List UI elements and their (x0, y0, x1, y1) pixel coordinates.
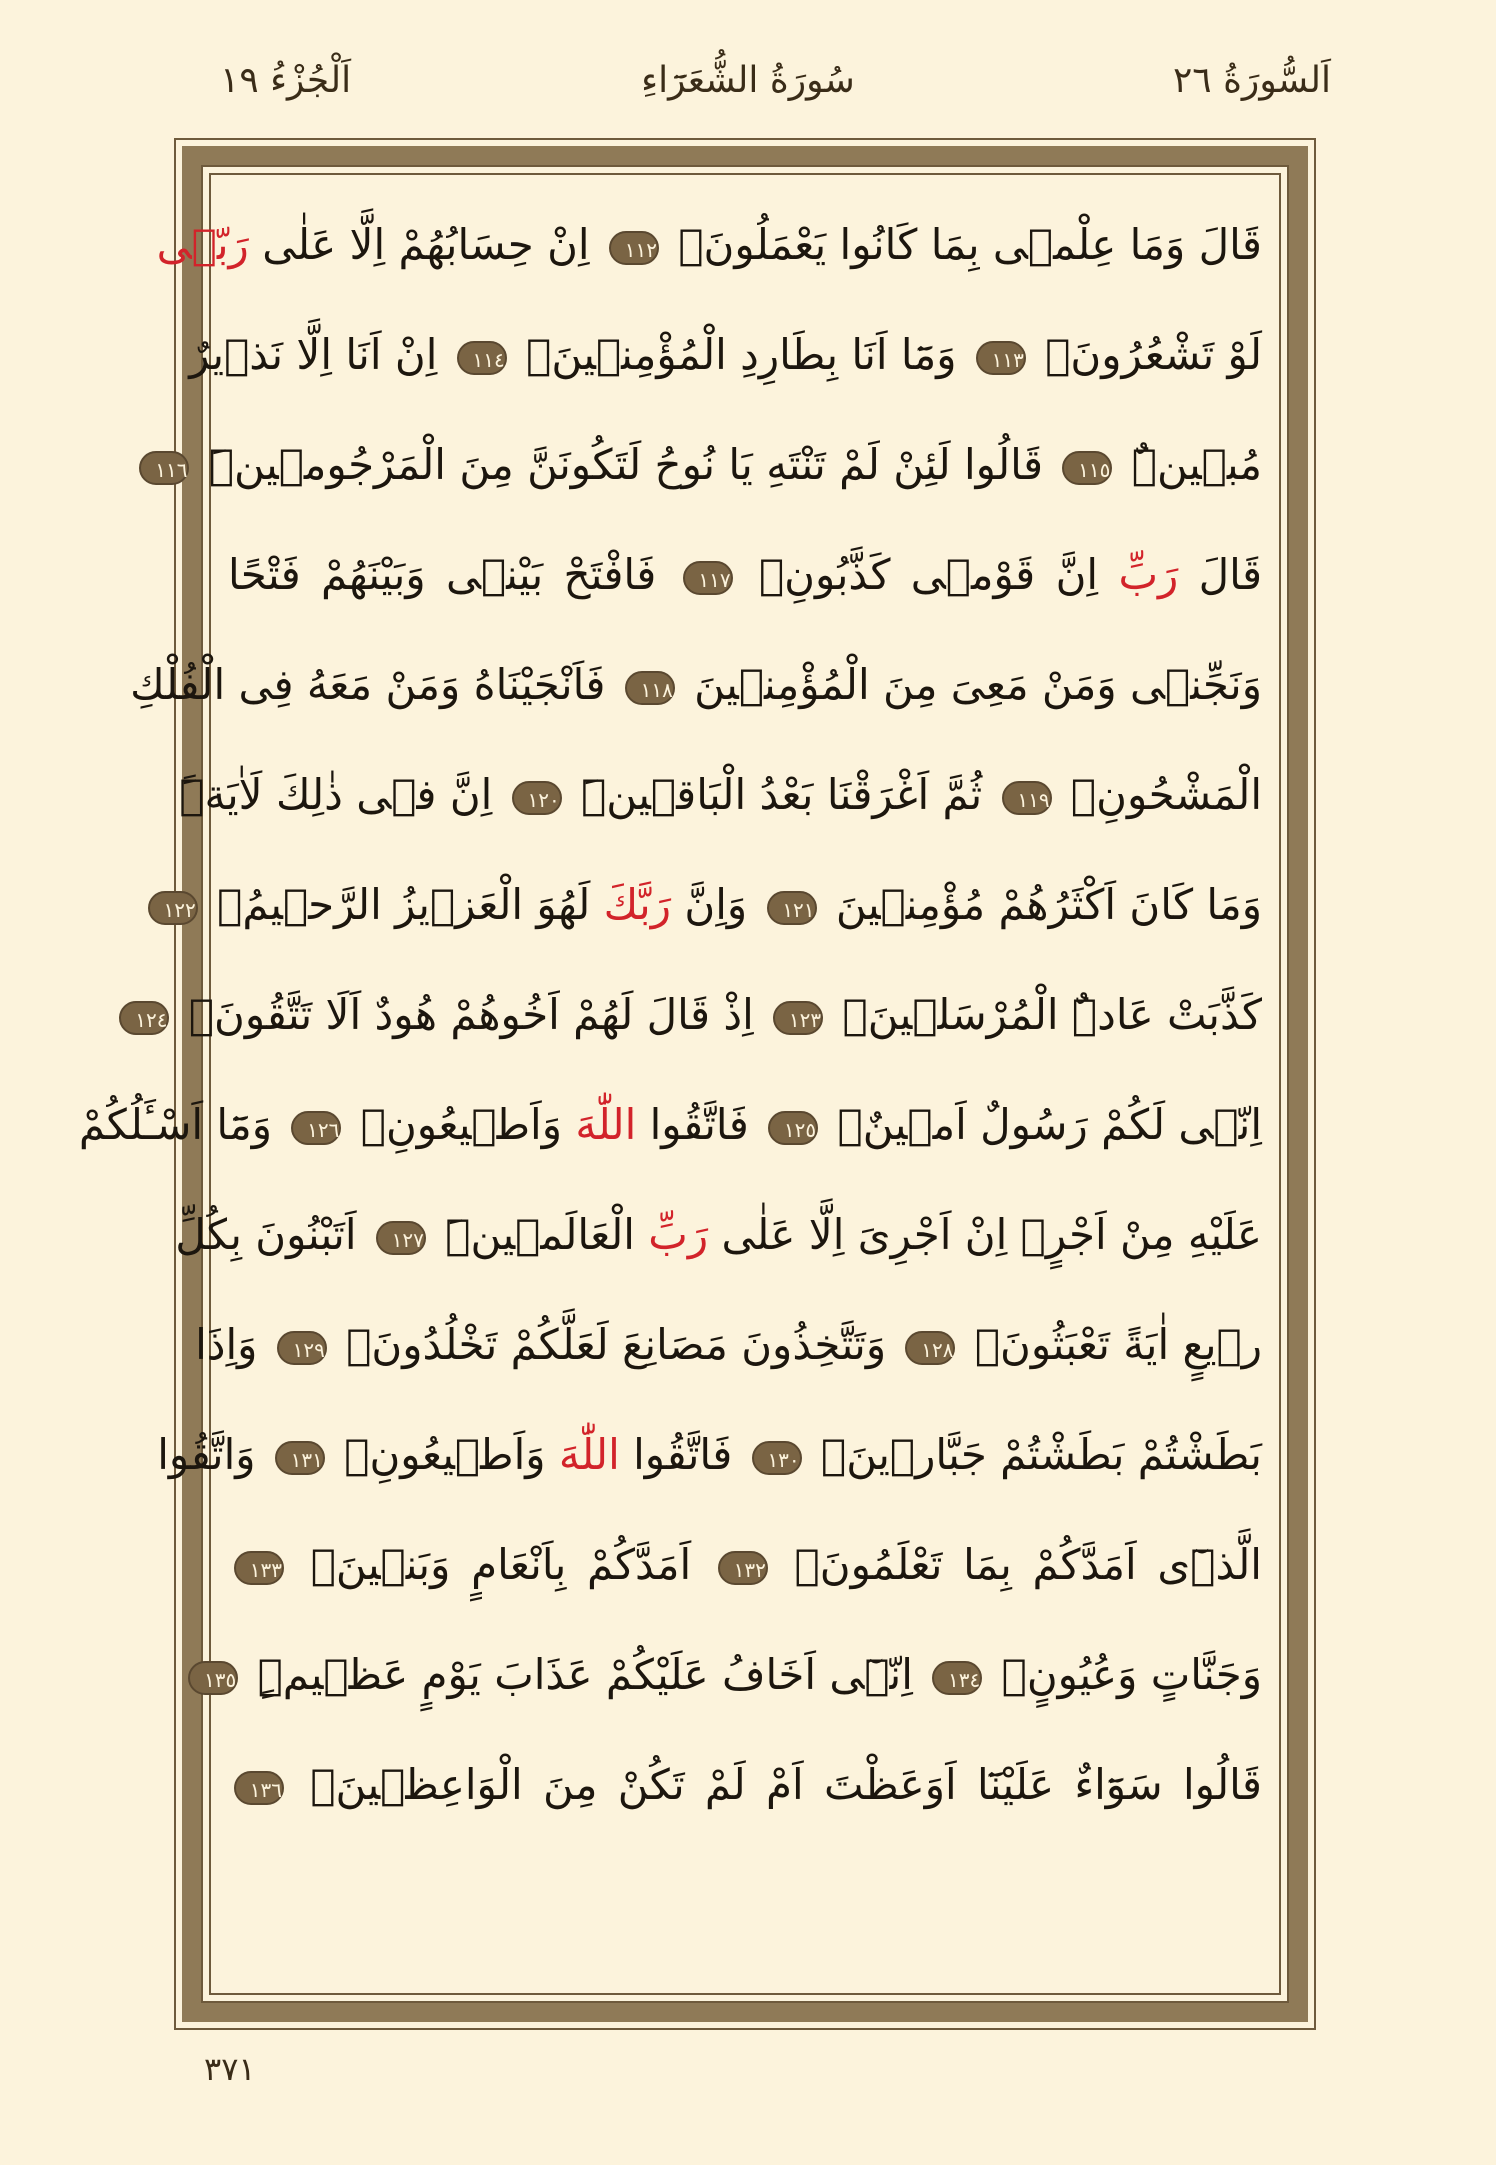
ayah-number-marker: ١٣٣ (234, 1551, 284, 1585)
ayah-number-marker: ١٣٤ (932, 1661, 982, 1695)
verse-text: مُبٖينٌۜ (1131, 440, 1262, 489)
verse-text: الْعَالَمٖينَۜ (445, 1210, 635, 1259)
ayah-number-marker: ١٢٣ (773, 1001, 823, 1035)
ayah-number-marker: ١١٣ (976, 341, 1026, 375)
ayah-number-marker: ١٢٦ (291, 1111, 341, 1145)
ayah-number-marker: ١١٤ (457, 341, 507, 375)
ayah-number-marker: ١٢٨ (905, 1331, 955, 1365)
verse-text: وَتَتَّخِذُونَ مَصَانِعَ لَعَلَّكُمْ تَخْلُدُونَۚ (346, 1320, 887, 1369)
text-line (228, 520, 1262, 630)
verse-text: وَاَطٖيعُونِۚ (360, 1100, 562, 1149)
verse-text: وَاَطٖيعُونِۚ (344, 1430, 546, 1479)
surah-number: اَلسُّورَةُ ٢٦ (1172, 60, 1331, 101)
ayah-number-marker: ١٢٤ (119, 1001, 169, 1035)
text-line (155, 410, 1262, 520)
surah-name: سُورَةُ الشُّعَرَٓاءِ (641, 60, 855, 101)
ayah-number-marker: ١٢٥ (768, 1111, 818, 1145)
text-line (179, 740, 1262, 850)
juz-label: اَلْجُزْءُ ١٩ (220, 60, 352, 101)
text-line (78, 1070, 1262, 1180)
ayah-number-marker: ١١٧ (683, 561, 733, 595)
divine-name-text: رَبَّكَ (603, 880, 672, 929)
verse-text: وَاِنَّ (684, 880, 748, 929)
verse-text: قَالَ (1198, 550, 1263, 599)
text-line (189, 300, 1262, 410)
ayah-number-marker: ١٢٧ (376, 1221, 426, 1255)
verse-text: اِنَّ فٖى ذٰلِكَ لَاٰيَةًۜ (179, 770, 493, 819)
text-line (203, 1620, 1262, 1730)
verse-text: اِنْ حِسَابُهُمْ اِلَّا عَلٰى (262, 220, 590, 269)
text-line (130, 630, 1262, 740)
verse-text: فَاَنْجَيْنَاهُ وَمَنْ مَعَهُ فِى الْفُلْكِ (130, 660, 606, 709)
verse-text: الَّذٖٓى اَمَدَّكُمْ بِمَا تَعْلَمُونَۚ (794, 1540, 1262, 1589)
verse-text: اَمَدَّكُمْ بِاَنْعَامٍ وَبَنٖينَۙ (310, 1540, 692, 1589)
text-line (135, 960, 1262, 1070)
divine-name-text: اللّٰهَ (558, 1430, 620, 1479)
quran-text (78, 190, 1263, 1980)
ayah-number-marker: ١٢١ (767, 891, 817, 925)
page-header (0, 60, 1496, 120)
verse-text: لَوْ تَشْعُرُونَۚ (1045, 330, 1262, 379)
ayah-number-marker: ١٣٠ (752, 1441, 802, 1475)
verse-text: وَجَنَّاتٍ وَعُيُونٍۚ (1001, 1650, 1262, 1699)
verse-text: قَالُوا سَوَٓاءٌ عَلَيْنَٓا اَوَعَظْتَ اَمْ لَمْ تَكُنْ مِنَ الْوَاعِظٖينَۙ (310, 1760, 1263, 1809)
verse-text: بَطَشْتُمْ بَطَشْتُمْ جَبَّارٖينَۚ (821, 1430, 1262, 1479)
ayah-number-marker: ١١٦ (139, 451, 189, 485)
text-line (228, 1730, 1262, 1840)
verse-text: اِنَّ قَوْمٖى كَذَّبُونِۚ (758, 550, 1099, 599)
divine-name-text: رَبِّ (1118, 550, 1179, 599)
verse-text: ثُمَّ اَغْرَقْنَا بَعْدُ الْبَاقٖينَۜ (581, 770, 983, 819)
verse-text: فَاتَّقُوا (649, 1100, 749, 1149)
ayah-number-marker: ١١٩ (1002, 781, 1052, 815)
ayah-number-marker: ١٢٠ (512, 781, 562, 815)
ayah-number-marker: ١١٢ (609, 231, 659, 265)
verse-text: وَاِذَا (195, 1320, 258, 1369)
text-line (157, 1400, 1262, 1510)
ayah-number-marker: ١١٥ (1062, 451, 1112, 485)
verse-text: فَافْتَحْ بَيْنٖى وَبَيْنَهُمْ فَتْحًا (228, 550, 657, 599)
verse-text: وَمَٓا اَنَا بِطَارِدِ الْمُؤْمِنٖينَۚ (526, 330, 957, 379)
ayah-number-marker: ١٣١ (275, 1441, 325, 1475)
verse-text: اِذْ قَالَ لَهُمْ اَخُوهُمْ هُودٌ اَلَا تَتَّقُونَۚ (188, 990, 754, 1039)
verse-text: رٖيعٍ اٰيَةً تَعْبَثُونَۙ (974, 1320, 1262, 1369)
verse-text: اِنّٖى لَكُمْ رَسُولٌ اَمٖينٌۙ (837, 1100, 1262, 1149)
verse-text: اِنّٖٓى اَخَافُ عَلَيْكُمْ عَذَابَ يَوْمٍ عَظٖيمٍۜ (257, 1650, 913, 1699)
verse-text: وَنَجِّنٖى وَمَنْ مَعِىَ مِنَ الْمُؤْمِنٖينَ (694, 660, 1262, 709)
text-line (195, 1290, 1262, 1400)
divine-name-text: رَبّٖى (156, 220, 249, 269)
text-line (228, 1510, 1262, 1620)
verse-text: لَهُوَ الْعَزٖيزُ الرَّحٖيمُۚ (217, 880, 591, 929)
text-line (163, 850, 1262, 960)
ayah-number-marker: ١٢٩ (277, 1331, 327, 1365)
page-number: ٣٧١ (204, 2050, 256, 2088)
ayah-number-marker: ١٣٦ (234, 1771, 284, 1805)
ayah-number-marker: ١١٨ (625, 671, 675, 705)
ayah-number-marker: ١٢٢ (148, 891, 198, 925)
ayah-number-marker: ١٣٥ (188, 1661, 238, 1695)
divine-name-text: اللّٰهَ (575, 1100, 637, 1149)
verse-text: كَذَّبَتْ عَادٌۨ الْمُرْسَلٖينَۚ (842, 990, 1262, 1039)
verse-text: اَتَبْنُونَ بِكُلِّ (175, 1210, 357, 1259)
verse-text: وَمَٓا اَسْـَٔلُكُمْ (78, 1100, 273, 1149)
verse-text: فَاتَّقُوا (633, 1430, 733, 1479)
ayah-number-marker: ١٣٢ (718, 1551, 768, 1585)
divine-name-text: رَبِّ (648, 1210, 709, 1259)
verse-text: قَالَ وَمَا عِلْمٖى بِمَا كَانُوا يَعْمَلُونَۚ (678, 220, 1262, 269)
verse-text: وَمَا كَانَ اَكْثَرُهُمْ مُؤْمِنٖينَ (835, 880, 1262, 929)
verse-text: وَاتَّقُوا (157, 1430, 256, 1479)
text-line (175, 1180, 1262, 1290)
verse-text: الْمَشْحُونِۚ (1070, 770, 1262, 819)
verse-text: قَالُوا لَئِنْ لَمْ تَنْتَهِ يَا نُوحُ لَتَكُونَنَّ مِنَ الْمَرْجُومٖينَۜ (208, 440, 1044, 489)
verse-text: عَلَيْهِ مِنْ اَجْرٍۚ اِنْ اَجْرِىَ اِلَّا عَلٰى (721, 1210, 1262, 1259)
text-line (156, 190, 1262, 300)
verse-text: اِنْ اَنَا اِلَّا نَذٖيرٌ (189, 330, 438, 379)
